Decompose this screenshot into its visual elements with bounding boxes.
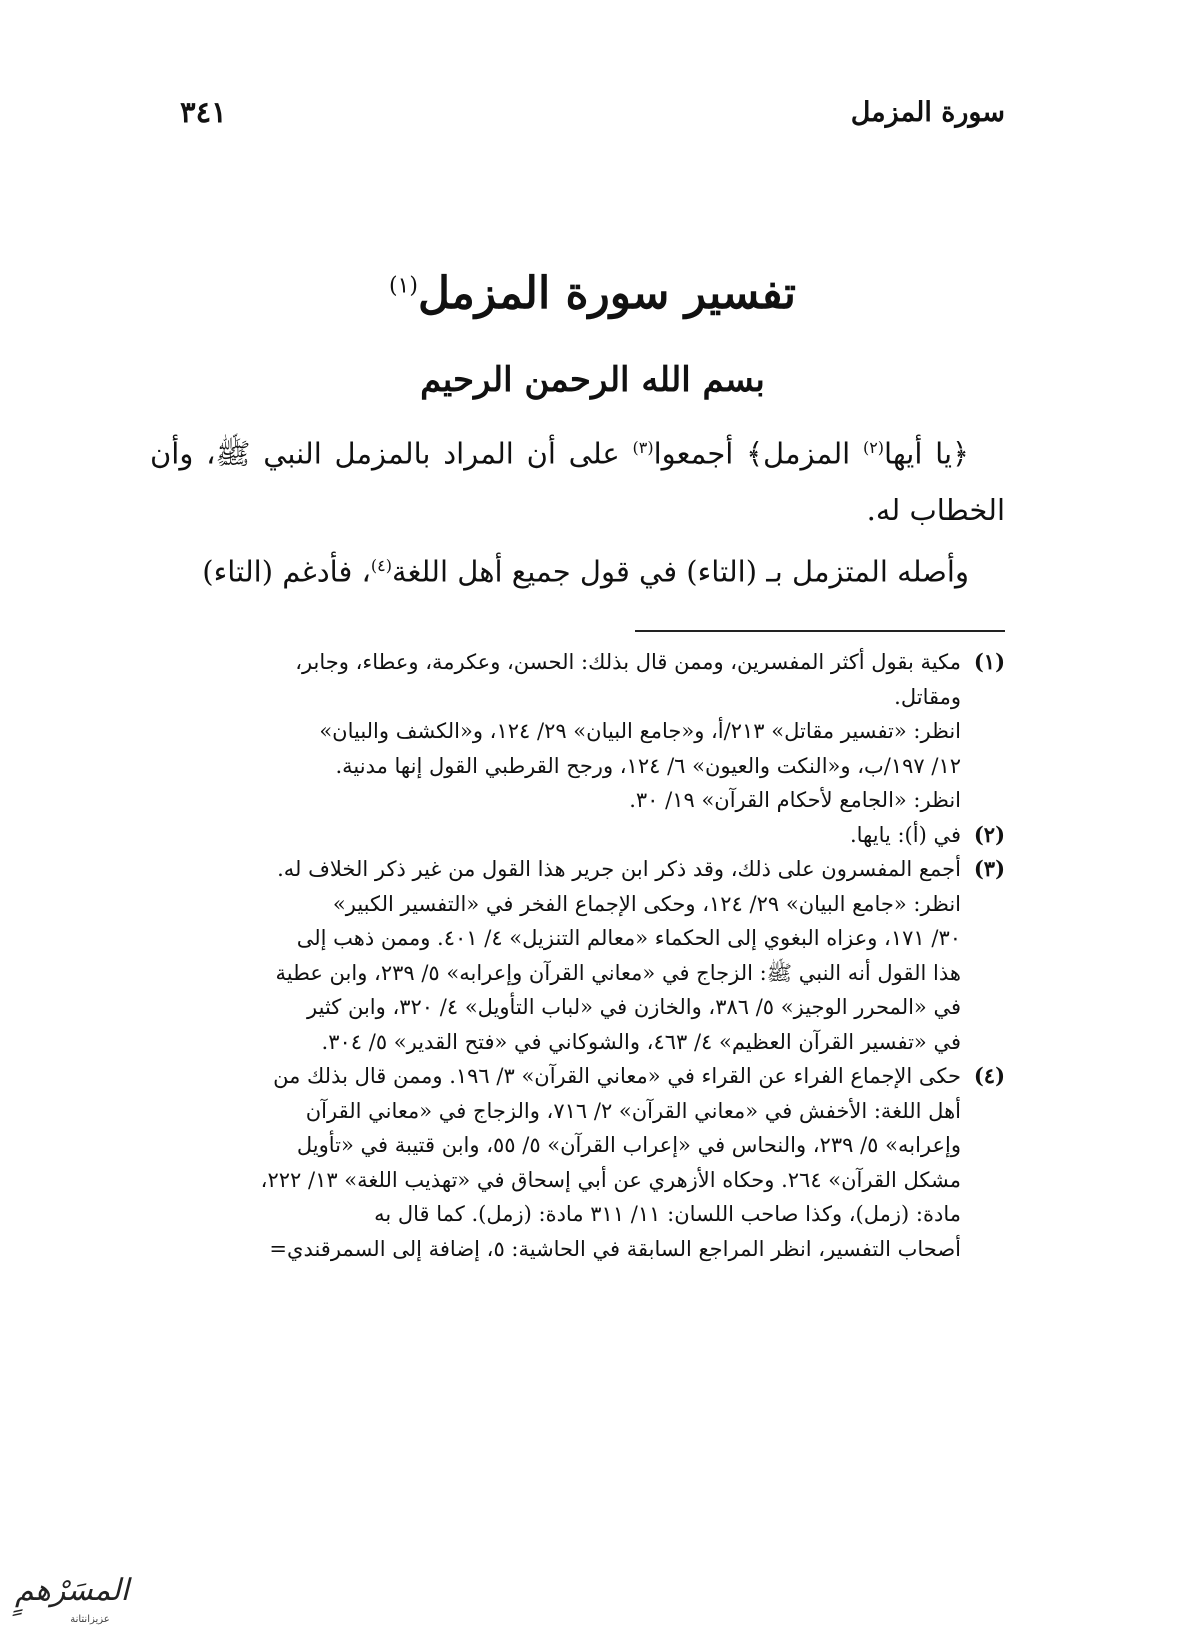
stamp-sub-text: عزيزانتانة — [70, 1614, 110, 1625]
footnote-line: أجمع المفسرون على ذلك، وقد ذكر ابن جرير هذا القول من غير ذكر الخلاف له. — [277, 857, 961, 881]
footnote-3 — [150, 852, 1005, 1059]
paragraph-2 — [150, 538, 1005, 600]
footnote-line: وإعرابه» ٥/ ٢٣٩، والنحاس في «إعراب القرآن» ٥/ ٥٥، وابن قتيبة في «تأويل — [296, 1133, 961, 1157]
text-span: وأصله المتزمل بـ (التاء) في قول جميع أهل اللغة — [392, 554, 969, 589]
footnote-line: مكية بقول أكثر المفسرين، وممن قال بذلك: الحسن، وعكرمة، وعطاء، وجابر، — [295, 650, 961, 674]
footnote-body — [150, 818, 961, 853]
text-span: المزمل﴾ أجمعوا — [653, 436, 863, 471]
footnote-body — [150, 852, 961, 1059]
footnote-line: هذا القول أنه النبي ﷺ: الزجاج في «معاني القرآن وإعرابه» ٥/ ٢٣٩، وابن عطية — [275, 960, 961, 985]
footnote-line: انظر: «جامع البيان» ٢٩/ ١٢٤، وحكى الإجماع الفخر في «التفسير الكبير» — [332, 891, 961, 916]
footnote-ref-4[interactable]: (٤) — [370, 555, 393, 575]
footnote-number: (١) — [973, 649, 1005, 674]
footnote-body — [150, 645, 961, 818]
footnote-line: ١٢/ ١٩٧/ب، و«النكت والعيون» ٦/ ١٢٤، ورجح القرطبي القول إنها مدنية. — [335, 753, 961, 778]
footnote-line: انظر: «تفسير مقاتل» ٢١٣/أ، و«جامع البيان» ٢٩/ ١٢٤، و«الكشف والبيان» — [319, 719, 961, 743]
footnote-line: حكى الإجماع الفراء عن القراء في «معاني القرآن» ٣/ ١٩٦. وممن قال بذلك من — [273, 1064, 961, 1088]
footnote-1 — [150, 645, 1005, 818]
text-span: ، فأدغم (التاء) — [202, 554, 371, 589]
footnote-line: ٣٠/ ١٧١، وعزاه البغوي إلى الحكماء «معالم التنزيل» ٤/ ٤٠١. وممن ذهب إلى — [296, 926, 961, 950]
footnote-line: في «تفسير القرآن العظيم» ٤/ ٤٦٣، والشوكاني في «فتح القدير» ٥/ ٣٠٤. — [321, 1029, 961, 1054]
basmala: بسم الله الرحمن الرحيم — [420, 360, 765, 400]
text-span: على أن المراد بالمزمل النبي ﷺ، وأن الخطاب له. — [150, 436, 1005, 527]
footnote-number: (٤) — [973, 1063, 1005, 1088]
footnote-4 — [150, 1059, 1005, 1266]
footnote-line: مشكل القرآن» ٢٦٤. وحكاه الأزهري عن أبي إسحاق في «تهذيب اللغة» ١٣/ ٢٢٢، — [260, 1167, 961, 1192]
footnotes-section — [150, 645, 1005, 1266]
footnote-ref-2[interactable]: (٢) — [862, 438, 885, 457]
footnote-number: (٢) — [973, 821, 1005, 847]
main-text — [150, 420, 1005, 599]
footnote-line: أصحاب التفسير، انظر المراجع السابقة في الحاشية: ٥، إضافة إلى السمرقندي= — [269, 1236, 961, 1261]
footnote-line: ومقاتل. — [894, 684, 961, 709]
footnote-line: في «المحرر الوجيز» ٥/ ٣٨٦، والخازن في «لباب التأويل» ٤/ ٣٢٠، وابن كثير — [307, 995, 961, 1019]
sura-title-footnote-ref[interactable]: (١) — [388, 273, 418, 299]
footnote-ref-3[interactable]: (٣) — [632, 438, 654, 457]
footnote-2 — [150, 818, 1005, 853]
footnote-line: أهل اللغة: الأخفش في «معاني القرآن» ٢/ ٧١٦، والزجاج في «معاني القرآن — [305, 1098, 961, 1123]
footnote-separator — [635, 630, 1005, 632]
library-stamp-logo — [8, 1552, 136, 1632]
footnote-number: (٣) — [973, 856, 1005, 881]
page-number: ٣٤١ — [180, 95, 227, 129]
paragraph-1 — [150, 420, 1005, 538]
text-span: ﴿يا أيها — [884, 436, 970, 471]
footnote-line: مادة: (زمل)، وكذا صاحب اللسان: ١١/ ٣١١ مادة: (زمل). كما قال به — [374, 1202, 961, 1226]
running-header — [180, 92, 1005, 132]
stamp-main-text: المسَرْهمٍ — [15, 1573, 129, 1608]
sura-title — [0, 268, 1185, 319]
footnote-line: في (أ): يايها. — [849, 822, 961, 847]
sura-title-text: تفسير سورة المزمل — [417, 268, 797, 319]
footnote-line: انظر: «الجامع لأحكام القرآن» ١٩/ ٣٠. — [629, 788, 961, 812]
footnote-body — [150, 1059, 961, 1266]
header-title: سورة المزمل — [850, 96, 1005, 128]
